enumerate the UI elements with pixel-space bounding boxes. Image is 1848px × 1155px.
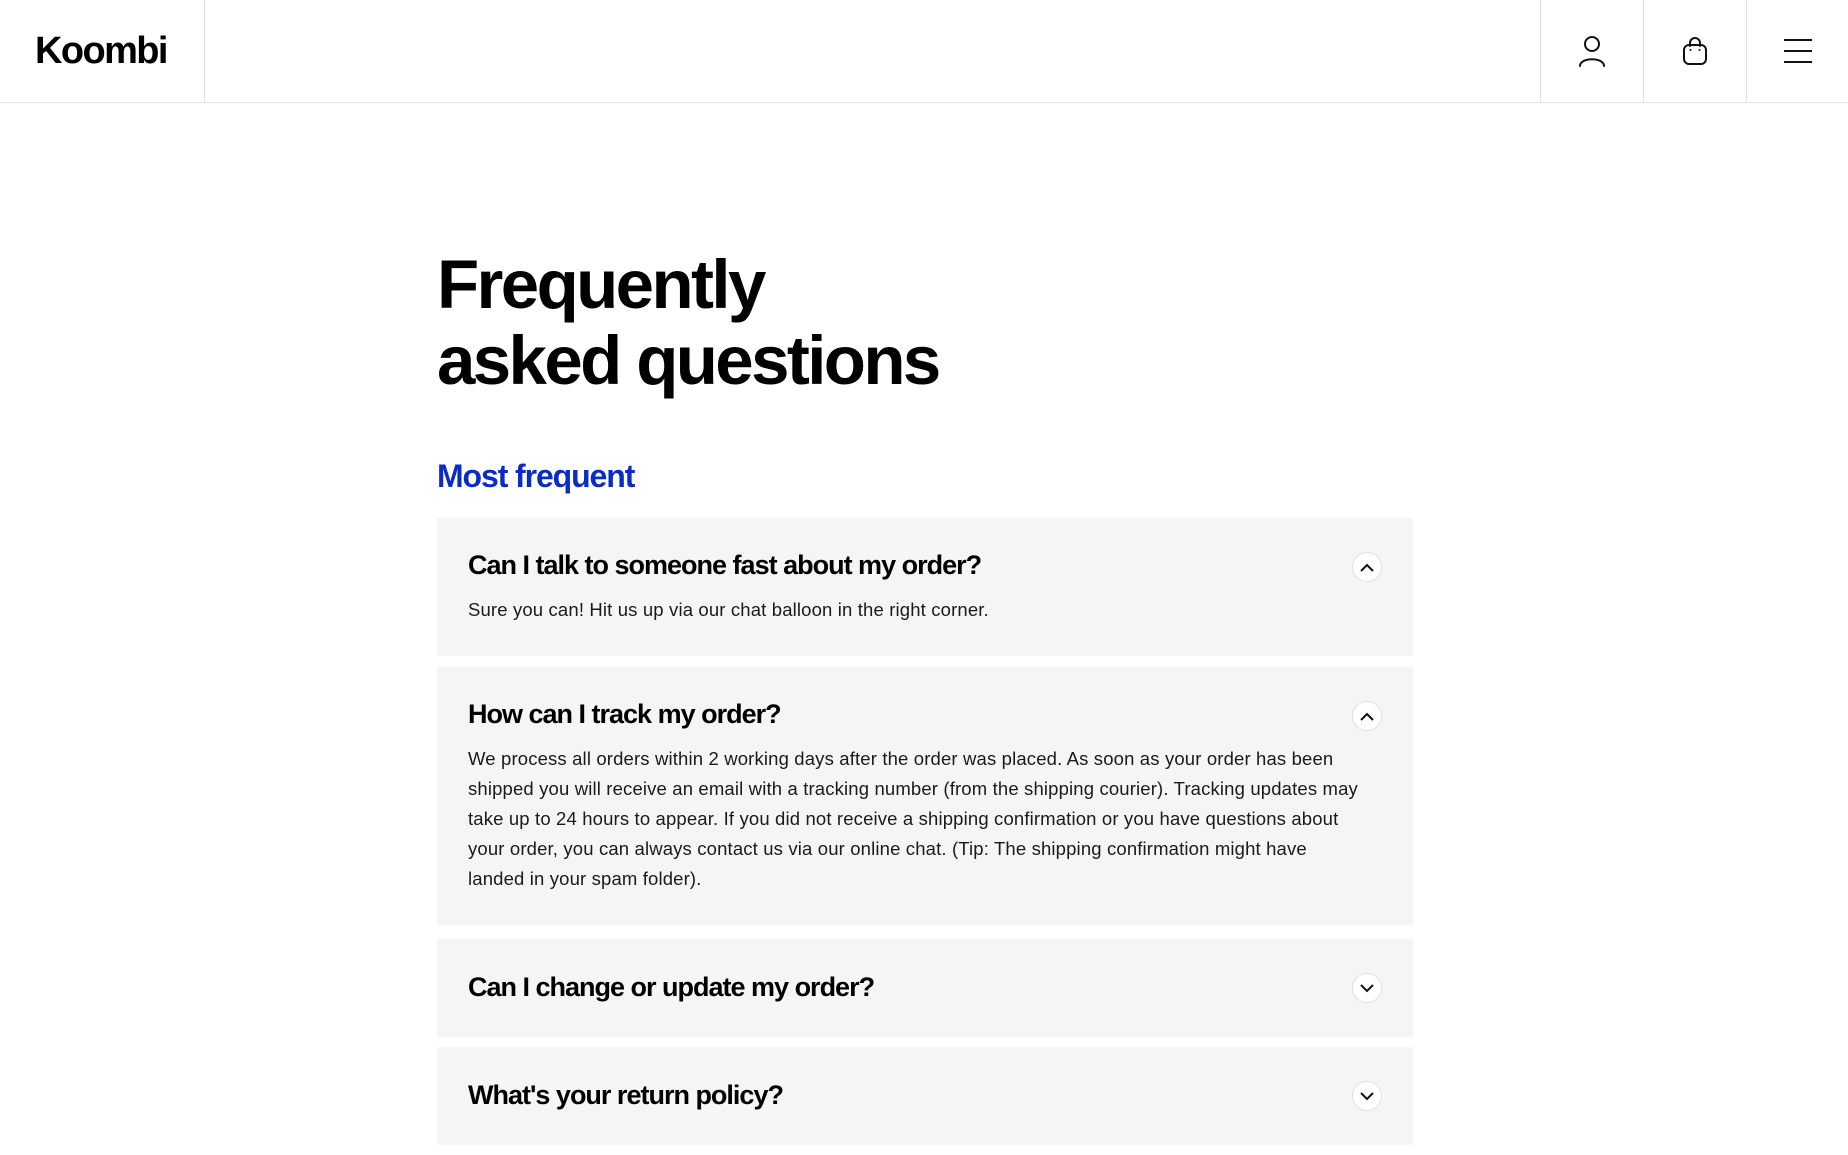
faq-item[interactable] [437, 667, 1413, 925]
hamburger-menu-icon [1783, 38, 1813, 64]
chevron-down-icon [1360, 1092, 1374, 1101]
faq-toggle-button[interactable] [1352, 701, 1382, 731]
section-title: Most frequent [437, 458, 635, 494]
faq-toggle-button[interactable] [1352, 973, 1382, 1003]
faq-question[interactable]: Can I change or update my order? [468, 972, 875, 1002]
chevron-up-icon [1360, 712, 1374, 721]
faq-toggle-button[interactable] [1352, 1081, 1382, 1111]
user-icon [1578, 35, 1606, 67]
logo-container[interactable] [0, 0, 205, 102]
faq-item[interactable] [437, 939, 1413, 1037]
page-title-line-1: Frequently [437, 246, 764, 323]
faq-question[interactable]: How can I track my order? [468, 699, 781, 729]
page-title-line-2: asked questions [437, 322, 939, 399]
menu-button[interactable] [1746, 0, 1848, 102]
chevron-down-icon [1360, 984, 1374, 993]
logo[interactable]: Koombi [35, 29, 167, 72]
chevron-up-icon [1360, 563, 1374, 572]
faq-item[interactable] [437, 518, 1413, 656]
account-button[interactable] [1540, 0, 1643, 102]
top-navigation-bar [0, 0, 1848, 103]
faq-toggle-button[interactable] [1352, 552, 1382, 582]
cart-button[interactable] [1643, 0, 1746, 102]
faq-answer: We process all orders within 2 working days after the order was placed. As soon as your order has been shipped you will receive an email with a tracking number (from the shipping courier). Tracking updates may take up to 24 hours to appear. If you did not receive a shipping confirmation or you have questions about your order, you can always contact us via our online chat. (Tip: The shipping confirmation might have landed in your spam folder). [468, 748, 1358, 889]
page-title [437, 247, 1137, 399]
faq-question[interactable]: What's your return policy? [468, 1080, 783, 1110]
faq-answer: Sure you can! Hit us up via our chat balloon in the right corner. [468, 599, 989, 620]
faq-question[interactable]: Can I talk to someone fast about my order? [468, 550, 982, 580]
shopping-bag-icon [1681, 36, 1709, 66]
faq-item[interactable] [437, 1047, 1413, 1145]
